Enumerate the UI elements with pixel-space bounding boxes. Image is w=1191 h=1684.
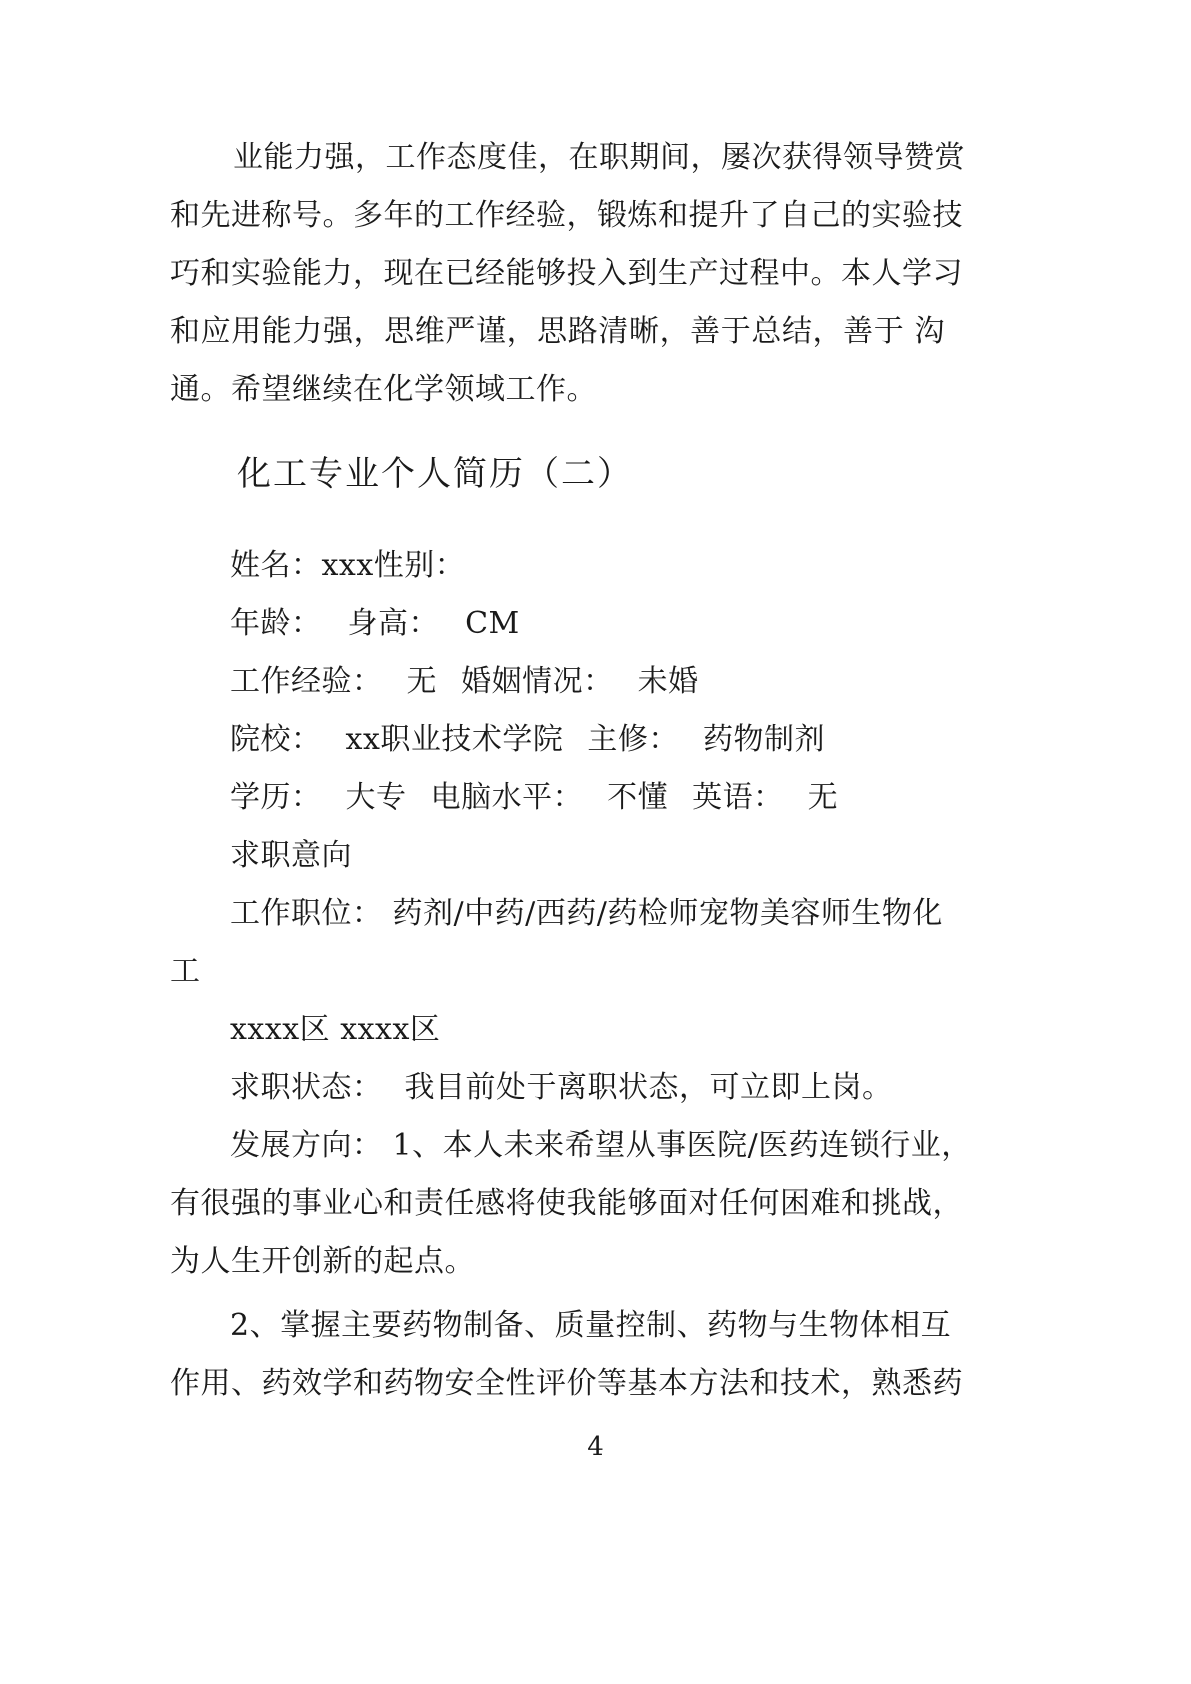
job-status: 求职状态： 我目前处于离职状态，可立即上岗。: [230, 1070, 893, 1105]
development-p2-line-2: 作用、药效学和药物安全性评价等基本方法和技术，熟悉药: [170, 1366, 963, 1401]
intro-line-3: 巧和实验能力，现在已经能够投入到生产过程中。本人学习: [170, 256, 963, 291]
profile-name-gender: 姓名：xxx性别：: [230, 548, 466, 583]
intro-line-1: 业能力强，工作态度佳，在职期间，屡次获得领导赞赏: [233, 140, 965, 175]
profile-school-major: 院校： xx职业技术学院 主修： 药物制剂: [230, 722, 825, 757]
development-p1-line-1: 发展方向： 1、本人未来希望从事医院/医药连锁行业，: [230, 1128, 972, 1163]
intro-line-5: 通。希望继续在化学领域工作。: [170, 372, 597, 407]
profile-age-height: 年龄： 身高： CM: [230, 606, 520, 641]
job-position-line-2: 工: [170, 954, 201, 989]
job-area: xxxx区 xxxx区: [230, 1012, 441, 1047]
profile-experience-marital: 工作经验： 无 婚姻情况： 未婚: [230, 664, 699, 699]
profile-education-skills: 学历： 大专 电脑水平： 不懂 英语： 无: [230, 780, 839, 815]
job-position-line-1: 工作职位： 药剂/中药/西药/药检师宠物美容师生物化: [230, 896, 943, 931]
development-p2-line-1: 2、掌握主要药物制备、质量控制、药物与生物体相互: [230, 1308, 952, 1343]
development-p1-line-2: 有很强的事业心和责任感将使我能够面对任何困难和挑战，: [170, 1186, 963, 1221]
development-p1-line-3: 为人生开创新的起点。: [170, 1244, 475, 1279]
section-title: 化工专业个人简历（二）: [237, 454, 633, 494]
page-number: 4: [587, 1432, 604, 1462]
intro-line-4: 和应用能力强，思维严谨，思路清晰，善于总结，善于 沟: [170, 314, 945, 349]
intro-line-2: 和先进称号。多年的工作经验，锻炼和提升了自己的实验技: [170, 198, 963, 233]
job-intent-heading: 求职意向: [230, 838, 352, 873]
